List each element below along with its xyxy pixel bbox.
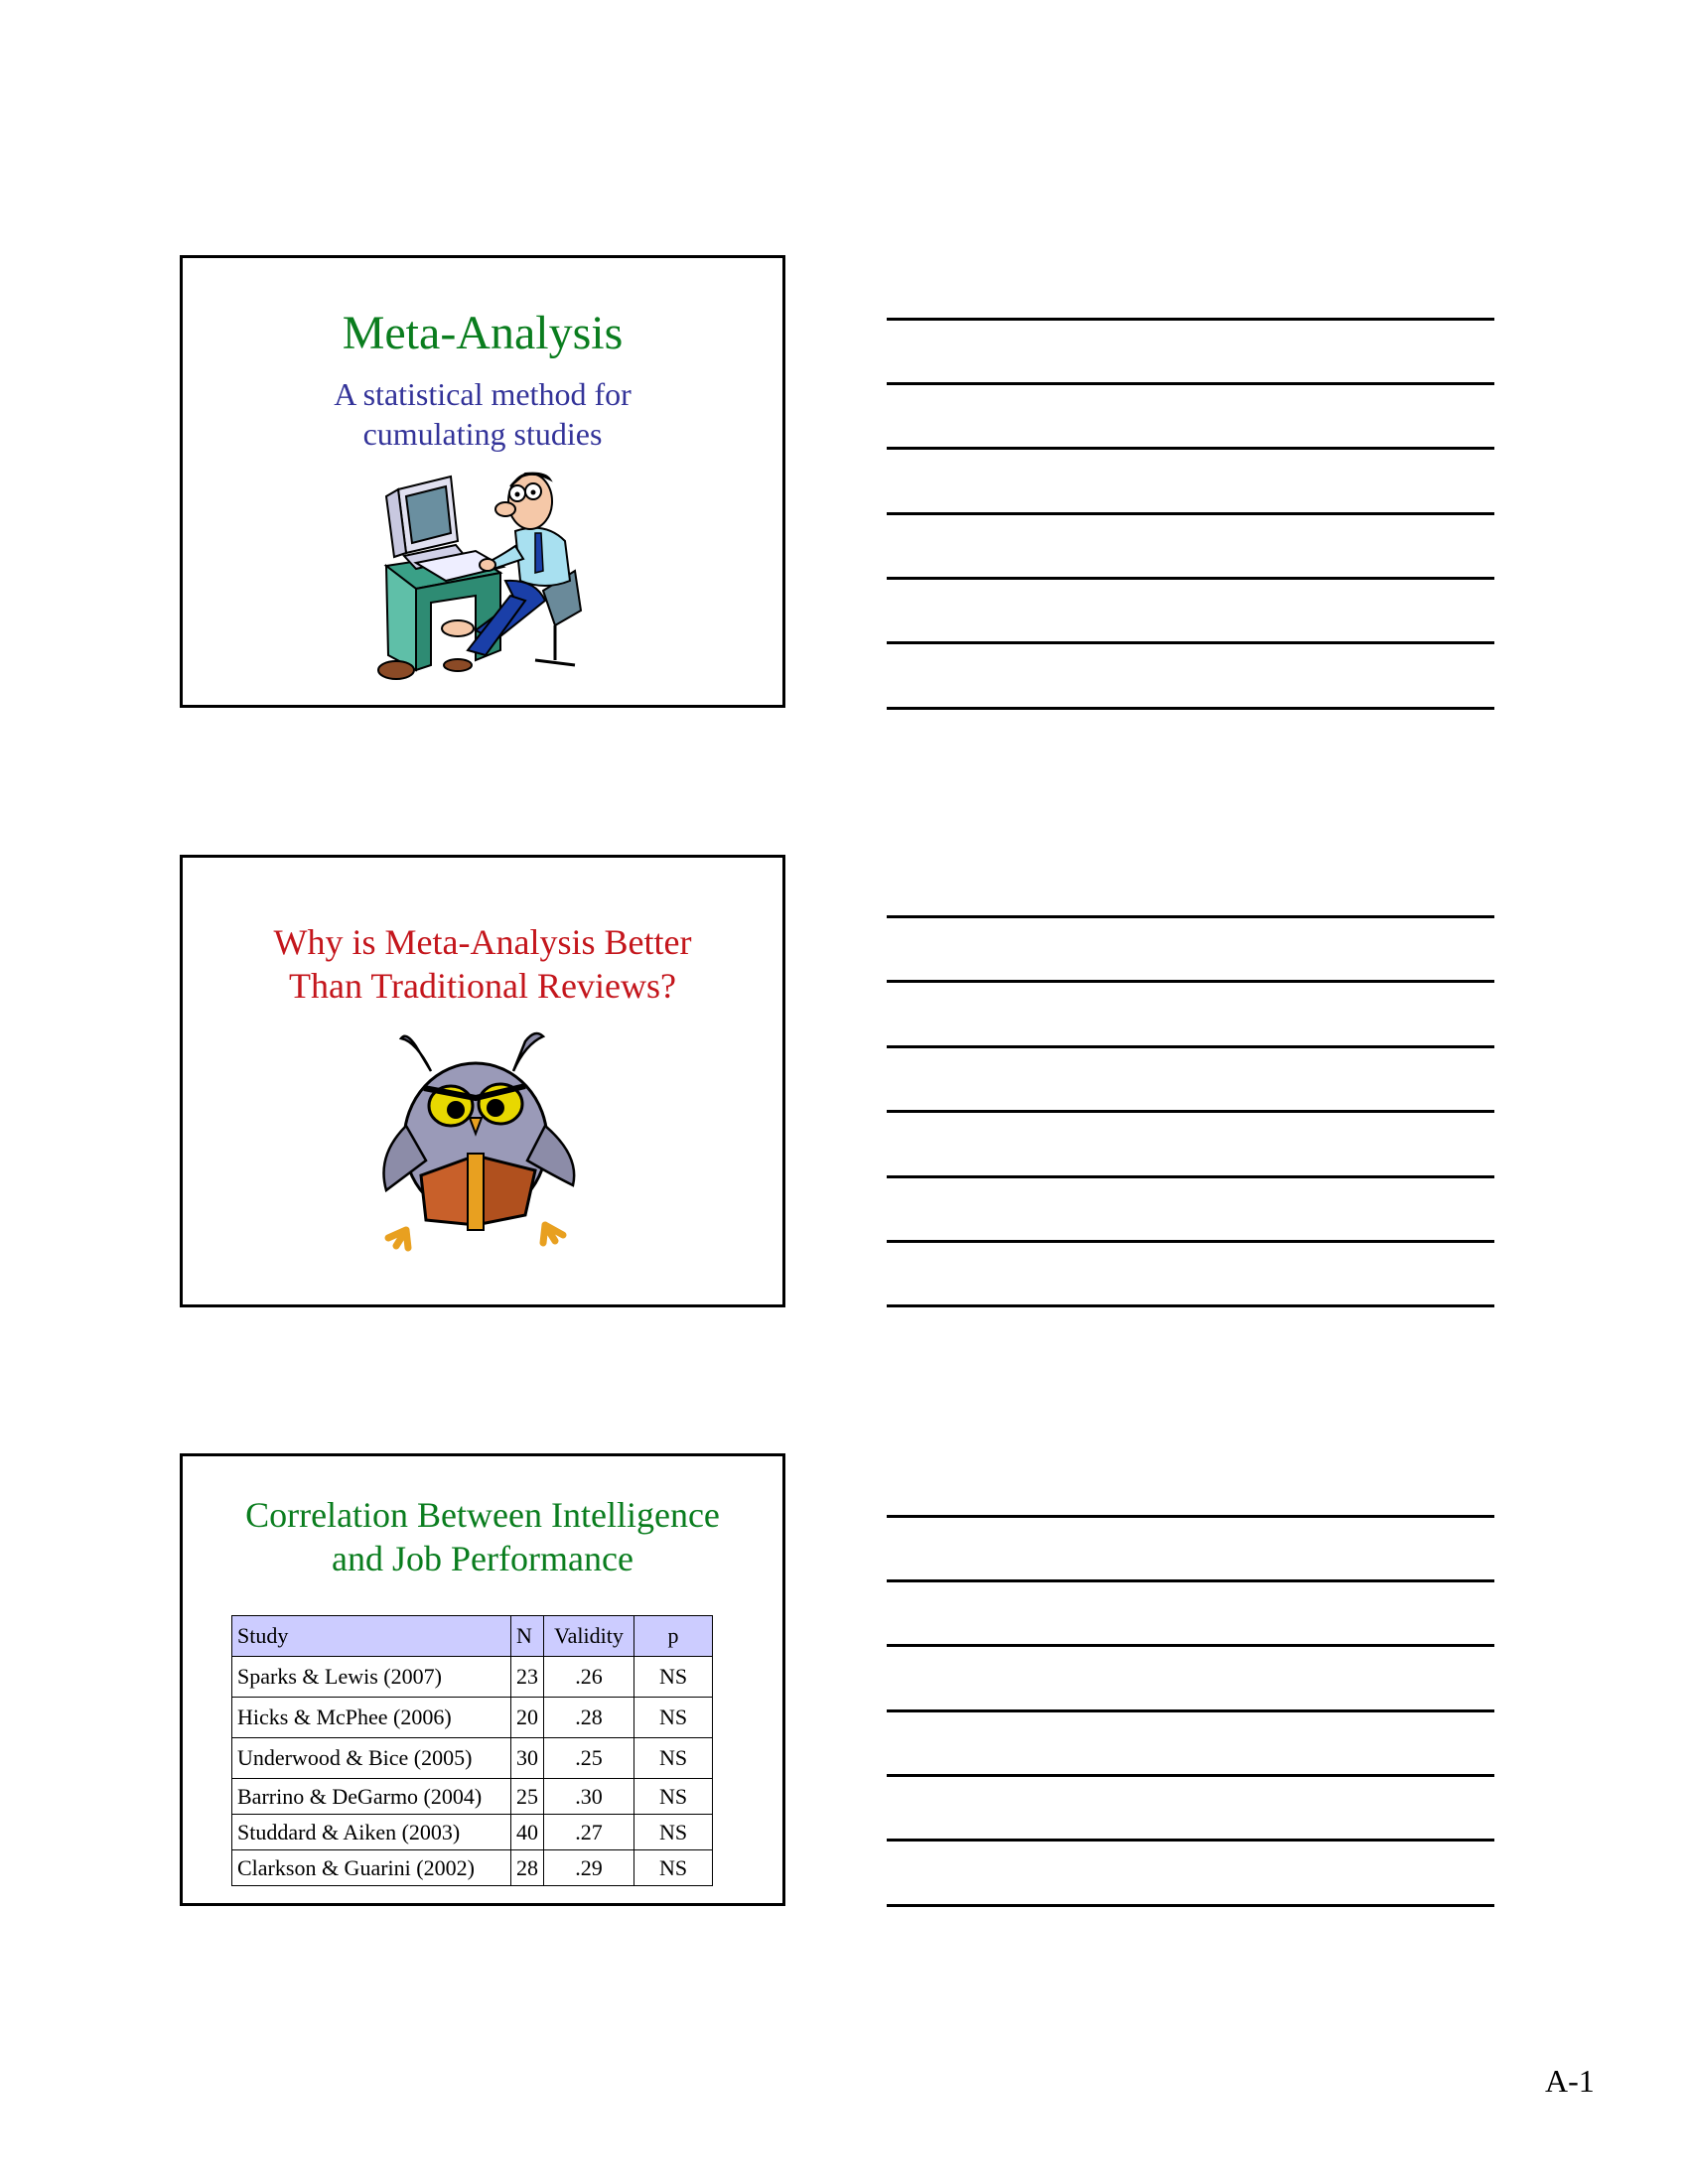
note-line <box>887 382 1494 385</box>
slide-meta-analysis <box>180 255 785 708</box>
table-row <box>232 1657 713 1698</box>
man-at-computer-illustration <box>376 462 605 690</box>
slide-title-line2: Than Traditional Reviews? <box>289 966 676 1006</box>
slide-why-meta-analysis <box>180 855 785 1307</box>
slide-title-line1: Correlation Between Intelligence <box>245 1495 720 1535</box>
table-row <box>232 1779 713 1815</box>
cell-validity: .26 <box>544 1657 634 1698</box>
note-line <box>887 447 1494 450</box>
slide-subtitle-line2: cumulating studies <box>362 416 603 452</box>
page-number: A-1 <box>1545 2063 1595 2099</box>
note-line <box>887 512 1494 515</box>
note-line <box>887 318 1494 321</box>
cell-p: NS <box>634 1779 713 1815</box>
note-line <box>887 1240 1494 1243</box>
note-line <box>887 1175 1494 1178</box>
cell-p: NS <box>634 1698 713 1738</box>
table-header-row <box>232 1616 713 1657</box>
note-line <box>887 1045 1494 1048</box>
slide-title-line1: Why is Meta-Analysis Better <box>273 922 692 962</box>
cell-n: 25 <box>511 1779 544 1815</box>
note-line <box>887 707 1494 710</box>
note-line <box>887 915 1494 918</box>
table-row <box>232 1815 713 1850</box>
cell-validity: .25 <box>544 1738 634 1779</box>
slide-title: Meta-Analysis <box>342 307 624 359</box>
note-line <box>887 1904 1494 1907</box>
cell-n: 40 <box>511 1815 544 1850</box>
cell-n: 30 <box>511 1738 544 1779</box>
slide-title-line2: and Job Performance <box>332 1539 633 1578</box>
cell-study: Hicks & McPhee (2006) <box>232 1698 511 1738</box>
note-line <box>887 980 1494 983</box>
cell-study: Studdard & Aiken (2003) <box>232 1815 511 1850</box>
note-line <box>887 1644 1494 1647</box>
note-line <box>887 1515 1494 1518</box>
cell-validity: .27 <box>544 1815 634 1850</box>
note-line <box>887 1110 1494 1113</box>
cell-study: Underwood & Bice (2005) <box>232 1738 511 1779</box>
table-row <box>232 1698 713 1738</box>
header-validity: Validity <box>544 1616 634 1657</box>
cell-validity: .29 <box>544 1850 634 1886</box>
note-line <box>887 1774 1494 1777</box>
cell-n: 23 <box>511 1657 544 1698</box>
note-line <box>887 1839 1494 1842</box>
cell-p: NS <box>634 1738 713 1779</box>
cell-validity: .30 <box>544 1779 634 1815</box>
owl-reading-illustration <box>376 1026 600 1255</box>
note-line <box>887 1709 1494 1712</box>
cell-study: Sparks & Lewis (2007) <box>232 1657 511 1698</box>
table-row <box>232 1738 713 1779</box>
studies-table <box>231 1615 713 1886</box>
header-n: N <box>511 1616 544 1657</box>
cell-validity: .28 <box>544 1698 634 1738</box>
cell-p: NS <box>634 1815 713 1850</box>
note-line <box>887 641 1494 644</box>
cell-study: Clarkson & Guarini (2002) <box>232 1850 511 1886</box>
cell-n: 20 <box>511 1698 544 1738</box>
note-line <box>887 577 1494 580</box>
header-p: p <box>634 1616 713 1657</box>
note-line <box>887 1304 1494 1307</box>
table-row <box>232 1850 713 1886</box>
cell-study: Barrino & DeGarmo (2004) <box>232 1779 511 1815</box>
cell-n: 28 <box>511 1850 544 1886</box>
note-line <box>887 1579 1494 1582</box>
header-study: Study <box>232 1616 511 1657</box>
cell-p: NS <box>634 1657 713 1698</box>
slide-correlation-table <box>180 1453 785 1906</box>
slide-subtitle-line1: A statistical method for <box>334 376 632 412</box>
cell-p: NS <box>634 1850 713 1886</box>
